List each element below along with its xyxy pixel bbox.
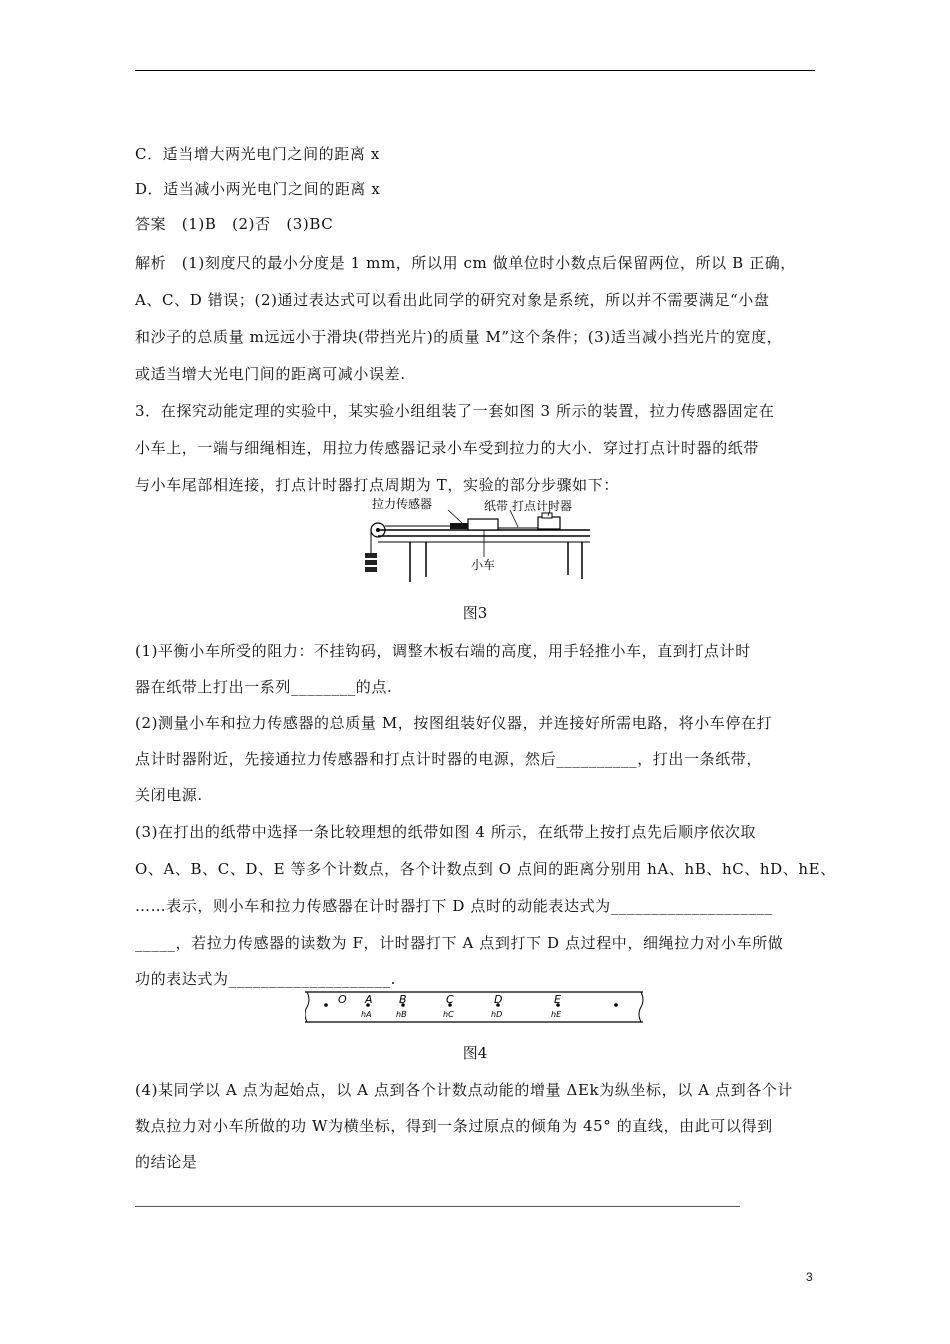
tape-dot	[614, 1003, 618, 1007]
question-line: ……表示，则小车和拉力传感器在计时器打下 D 点时的动能表达式为____________________	[135, 897, 773, 915]
question-line: 点计时器附近，先接通拉力传感器和打点计时器的电源，然后__________，打出一条纸带，	[135, 750, 763, 768]
point-label: O	[338, 993, 347, 1006]
answer: 答案 (1)B (2)否 (3)BC	[135, 215, 334, 233]
point-label: B	[399, 993, 407, 1006]
figure-4-tape	[305, 990, 645, 1026]
question-line: _____，若拉力传感器的读数为 F，计时器打下 A 点到打下 D 点过程中，细绳拉力对小车所做	[135, 934, 784, 952]
tape-dot	[324, 1003, 328, 1007]
figure-3-apparatus	[350, 497, 600, 587]
analysis-line: A、C、D 错误；(2)通过表达式可以看出此同学的研究对象是系统，所以并不需要满足“小盘	[135, 291, 770, 309]
point-label: C	[446, 993, 454, 1006]
analysis-line: 或适当增大光电门间的距离可减小误差.	[135, 365, 406, 383]
question-line: 关闭电源.	[135, 786, 203, 804]
point-label: D	[494, 993, 503, 1006]
page-number: 3	[806, 1270, 813, 1284]
question-3-line: 3．在探究动能定理的实验中，某实验小组组装了一套如图 3 所示的装置，拉力传感器固定在	[135, 402, 775, 420]
question-line: 器在纸带上打出一系列________的点.	[135, 678, 393, 696]
label-cart: 小车	[471, 558, 496, 572]
height-label: hC	[443, 1010, 454, 1019]
question-3-line: 小车上，一端与细绳相连，用拉力传感器记录小车受到拉力的大小．穿过打点计时器的纸带	[135, 439, 760, 457]
height-label: hE	[551, 1010, 562, 1019]
height-label: hA	[361, 1010, 372, 1019]
analysis-line: 解析 (1)刻度尺的最小分度是 1 mm，所以用 cm 做单位时小数点后保留两位，所以 B 正确，	[135, 254, 796, 272]
question-line: 功的表达式为____________________.	[135, 970, 396, 988]
point-label: A	[365, 993, 373, 1006]
figure-3-caption: 图3	[462, 604, 488, 622]
figure-4-caption: 图4	[462, 1044, 488, 1062]
question-line: O、A、B、C、D、E 等多个计数点，各个计数点到 O 点间的距离分别用 hA、hB、hC、hD、hE、	[135, 860, 836, 878]
point-label: E	[554, 993, 561, 1006]
question-line: (2)测量小车和拉力传感器的总质量 M，按图组装好仪器，并连接好所需电路，将小车停在打	[135, 714, 773, 732]
label-sensor: 拉力传感器	[372, 497, 433, 511]
question-4-line: 的结论是	[135, 1153, 198, 1171]
height-label: hB	[396, 1010, 407, 1019]
option-c: C．适当增大两光电门之间的距离 x	[135, 145, 380, 163]
question-line: (1)平衡小车所受的阻力：不挂钩码，调整木板右端的高度，用手轻推小车，直到打点计时	[135, 642, 751, 660]
question-3-line: 与小车尾部相连接，打点计时器打点周期为 T，实验的部分步骤如下：	[135, 476, 619, 494]
height-label: hD	[491, 1010, 503, 1019]
label-tape: 纸带	[484, 499, 509, 513]
question-line: (3)在打出的纸带中选择一条比较理想的纸带如图 4 所示，在纸带上按打点先后顺序依次取	[135, 823, 757, 841]
header-rule	[135, 70, 815, 71]
question-4-line: (4)某同学以 A 点为起始点，以 A 点到各个计数点动能的增量 ΔEk为纵坐标，以 A 点到各个计	[135, 1081, 793, 1099]
label-timer: 打点计时器	[512, 499, 573, 513]
option-d: D．适当减小两光电门之间的距离 x	[135, 180, 381, 198]
answer-blank-line	[135, 1206, 740, 1207]
question-4-line: 数点拉力对小车所做的功 W为横坐标，得到一条过原点的倾角为 45° 的直线，由此可以得到	[135, 1117, 773, 1135]
analysis-line: 和沙子的总质量 m远远小于滑块(带挡光片)的质量 M”这个条件；(3)适当减小挡光片的宽度，	[135, 328, 783, 346]
